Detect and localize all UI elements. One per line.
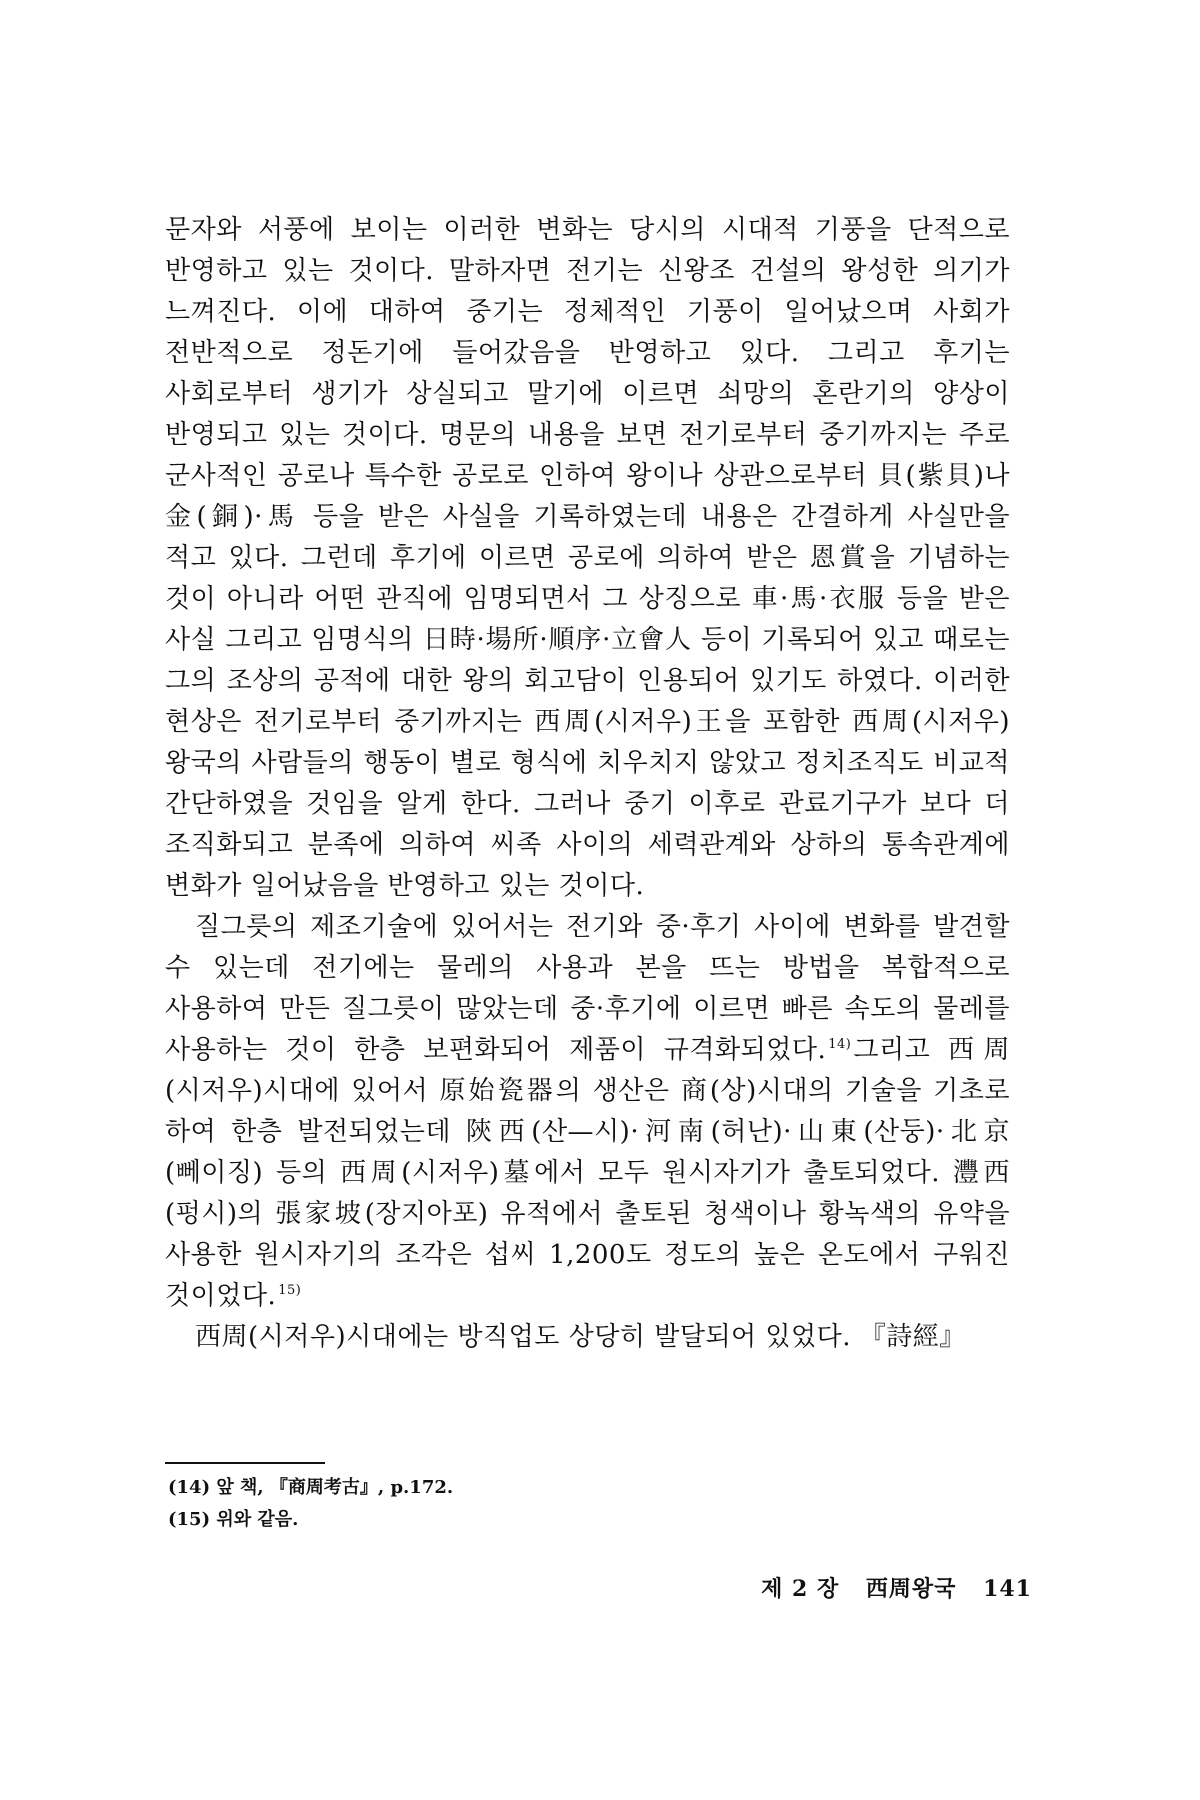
paragraph-2-text-a: 질그릇의 제조기술에 있어서는 전기와 중·후기 사이에 변화를 발견할 수 있는데 전기에는 물레의 사용과 본을 뜨는 방법을 복합적으로 사용하여 만든 질그릇이 많았는데 중·후기에 이르면 빠른 속도의 물레를 사용하는 것이 한층 보편화되어 제품이 규격화되었다. <box>165 912 1010 1065</box>
footnote-ref-14: 14) <box>828 1037 852 1053</box>
paragraph-3 <box>165 1317 1010 1358</box>
paragraph-2-text-b: 그리고 西周(시저우)시대에 있어서 原始瓷器의 생산은 商(상)시대의 기술을 기초로 하여 한층 발전되었는데 陝西(산—시)·河南(허난)·山東(산둥)·北京(뻬이징) 등의 西周(시저우)墓에서 모두 원시자기가 출토되었다. 灃西(펑시)의 張家坡(장지아포) 유적에서 출토된 청색이나 황녹색의 유약을 사용한 원시자기의 조각은 섭씨 1,200도 정도의 높은 온도에서 구워진 것이었다. <box>165 1035 1010 1311</box>
paragraph-3-text: 西周(시저우)시대에는 방직업도 상당히 발달되어 있었다. 『詩經』 <box>195 1322 966 1352</box>
chapter-label: 제 2 장 <box>761 1576 840 1602</box>
page-footer <box>761 1572 1032 1603</box>
footnote-ref-15: 15) <box>278 1283 302 1299</box>
body-text <box>165 210 1010 1358</box>
footnote-15: (15) 위와 같음. <box>168 1509 299 1530</box>
paragraph-1 <box>165 210 1010 907</box>
footnotes <box>168 1472 968 1536</box>
footnote-divider <box>165 1462 325 1464</box>
chapter-title: 西周왕국 <box>865 1576 957 1602</box>
paragraph-1-text: 문자와 서풍에 보이는 이러한 변화는 당시의 시대적 기풍을 단적으로 반영하고 있는 것이다. 말하자면 전기는 신왕조 건설의 왕성한 의기가 느껴진다. 이에 대하여 중기는 정체적인 기풍이 일어났으며 사회가 전반적으로 정돈기에 들어갔음을 반영하고 있다. 그리고 후기는 사회로부터 생기가 상실되고 말기에 이르면 쇠망의 혼란기의 양상이 반영되고 있는 것이다. 명문의 내용을 보면 전기로부터 중기까지는 주로 군사적인 공로나 특수한 공로로 인하여 왕이나 상관으로부터 貝(紫貝)나 金(銅)·馬 등을 받은 사실을 기록하였는데 내용은 간결하게 사실만을 적고 있다. 그런데 후기에 이르면 공로에 의하여 받은 恩賞을 기념하는 것이 아니라 어떤 관직에 임명되면서 그 상징으로 車·馬·衣服 등을 받은 사실 그리고 임명식의 日時·場所·順序·立會人 등이 기록되어 있고 때로는 그의 조상의 공적에 대한 왕의 회고담이 인용되어 있기도 하였다. 이러한 현상은 전기로부터 중기까지는 西周(시저우)王을 포함한 西周(시저우)왕국의 사람들의 행동이 별로 형식에 치우치지 않았고 정치조직도 비교적 간단하였을 것임을 알게 한다. 그러나 중기 이후로 관료기구가 보다 더 조직화되고 분족에 의하여 씨족 사이의 세력관계와 상하의 통속관계에 변화가 일어났음을 반영하고 있는 것이다. <box>165 215 1010 901</box>
page-number: 141 <box>983 1576 1032 1602</box>
footnote-14: (14) 앞 책, 『商周考古』, p.172. <box>168 1477 454 1498</box>
paragraph-2 <box>165 907 1010 1317</box>
